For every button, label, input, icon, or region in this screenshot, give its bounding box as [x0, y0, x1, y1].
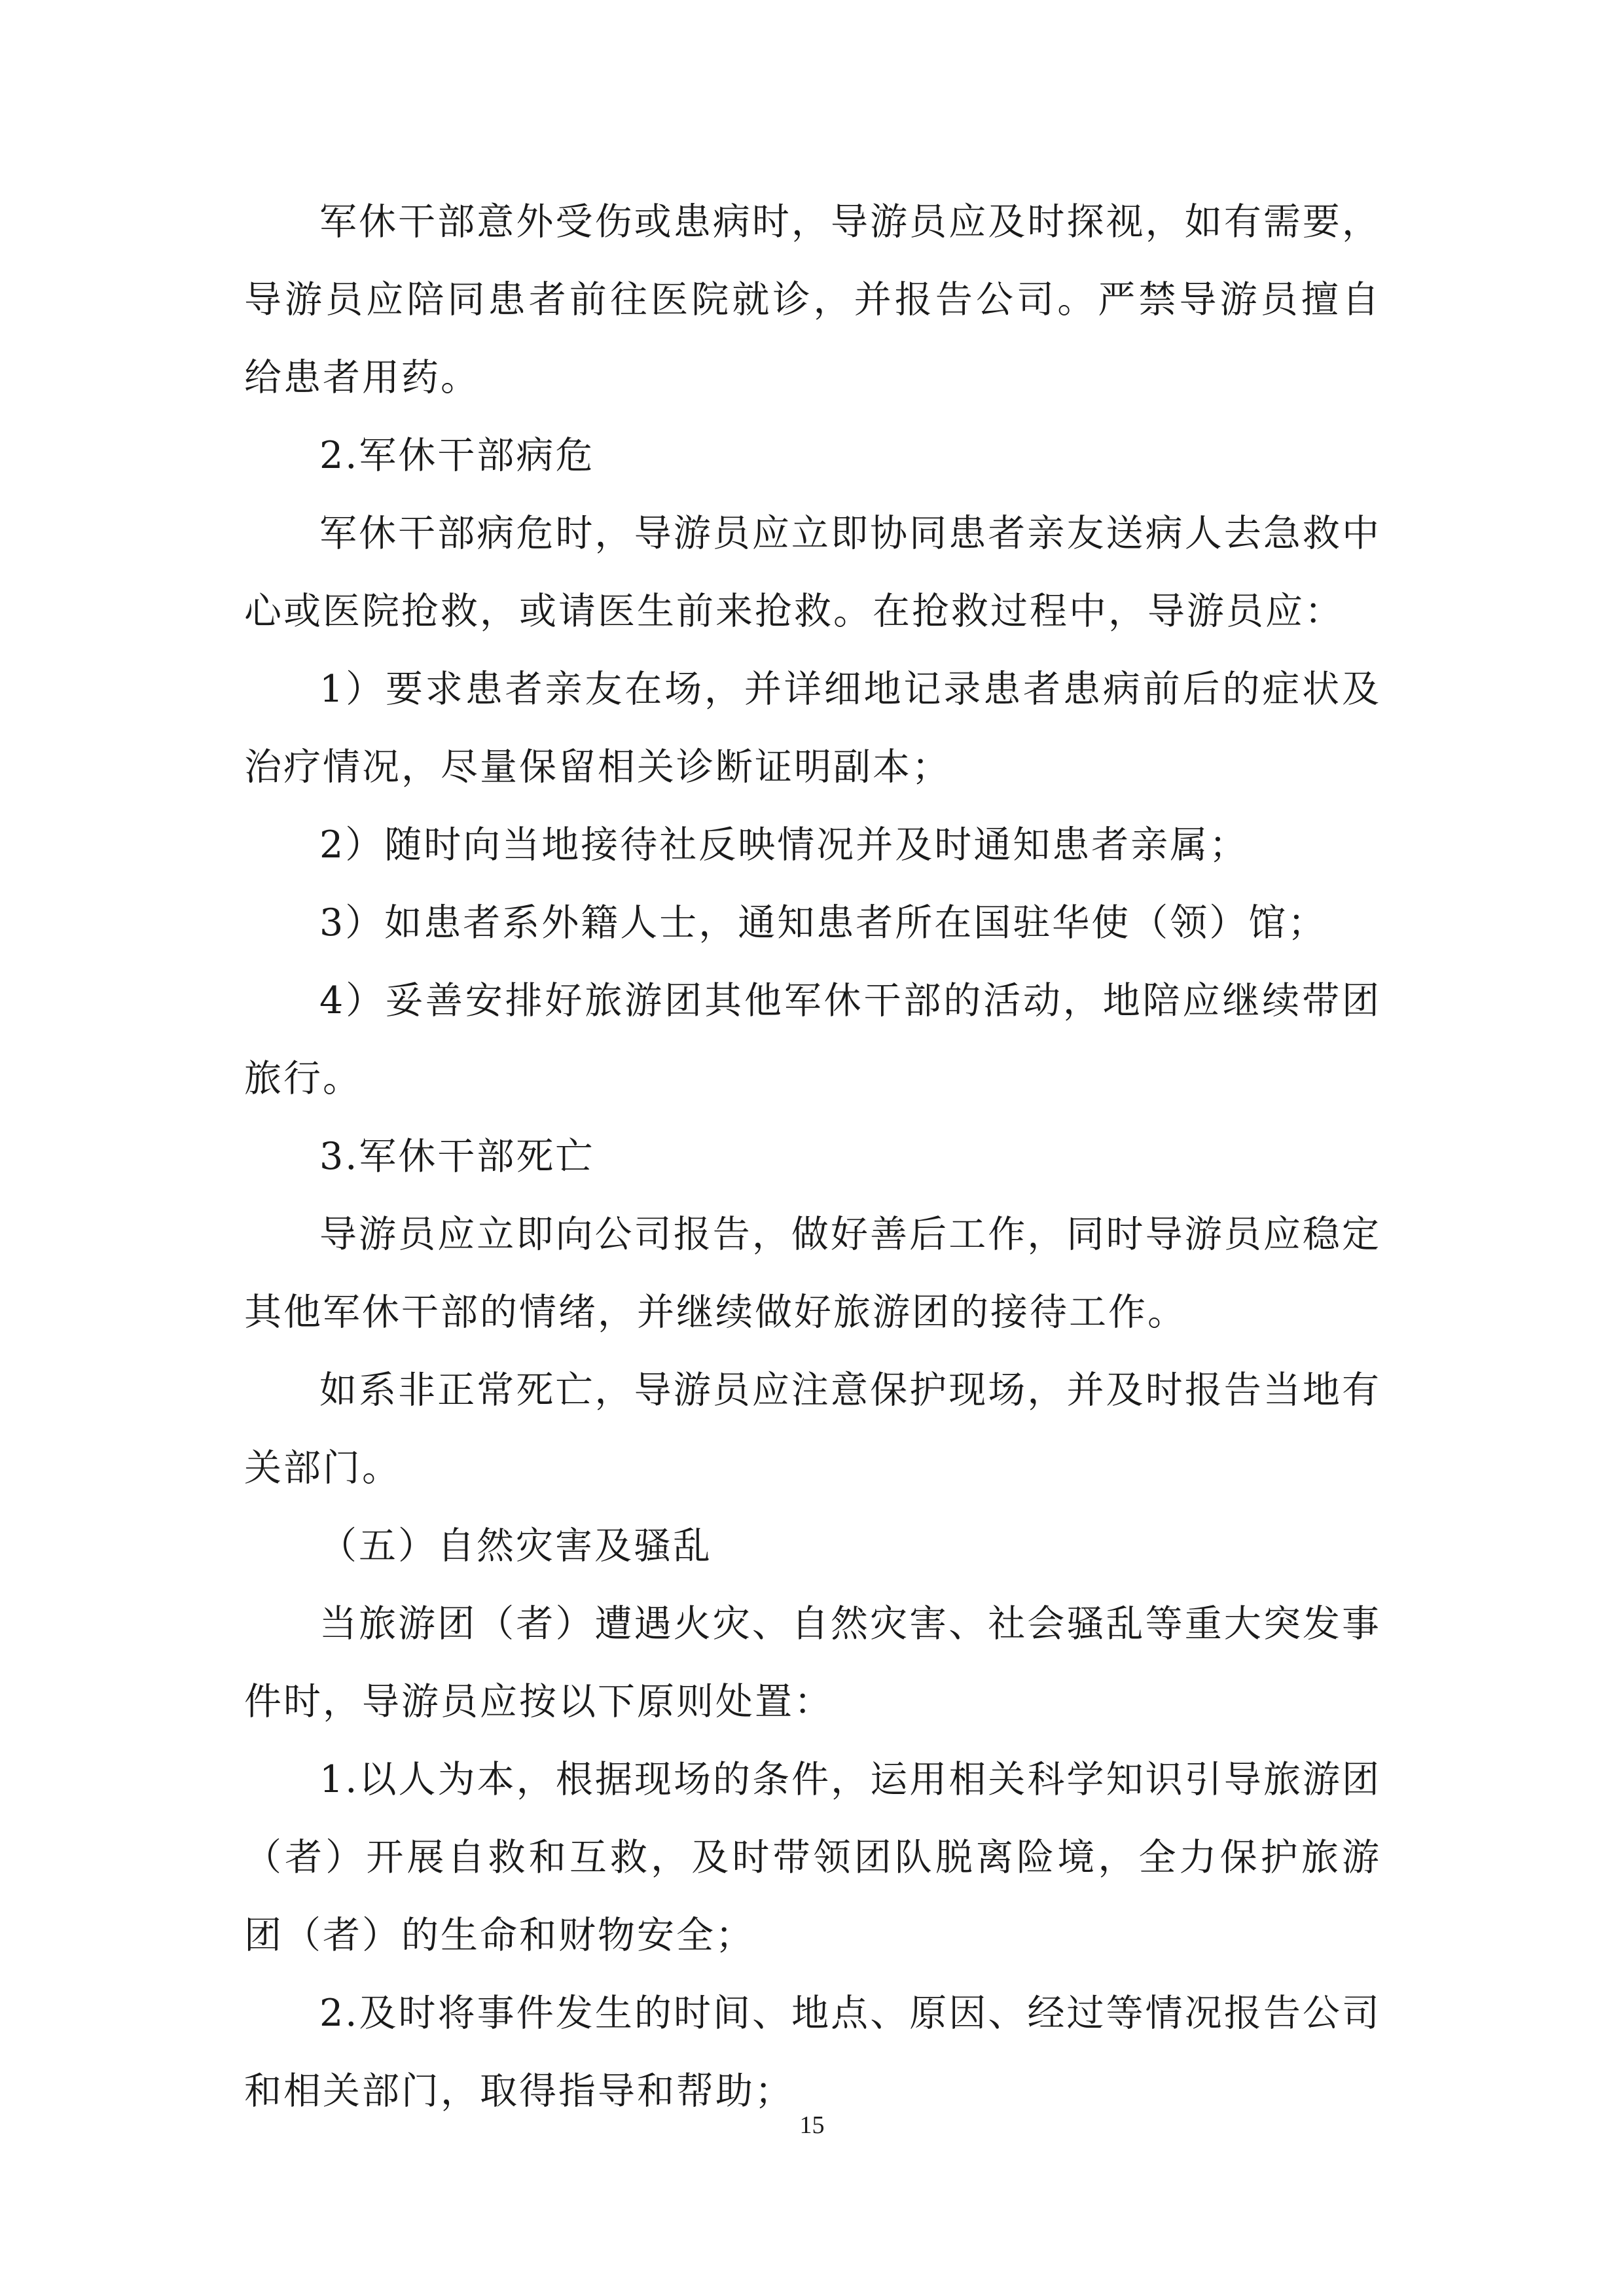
principle-item-1: 1.以人为本，根据现场的条件，运用相关科学知识引导旅游团（者）开展自救和互救，及时带领团队脱离险境，全力保护旅游团（者）的生命和财物安全； — [244, 1758, 1381, 1957]
page-number: 15 — [799, 2111, 825, 2139]
heading-death: 3.军休干部死亡 — [319, 1135, 595, 1178]
paragraph-illness-visit: 军休干部意外受伤或患病时，导游员应及时探视，如有需要，导游员应陪同患者前往医院就诊，并报告公司。严禁导游员擅自给患者用药。 — [244, 200, 1381, 399]
paragraph-critical-illness: 军休干部病危时，导游员应立即协同患者亲友送病人去急救中心或医院抢救，或请医生前来抢救。在抢救过程中，导游员应： — [244, 512, 1381, 633]
paragraph-death: 导游员应立即向公司报告，做好善后工作，同时导游员应稳定其他军休干部的情绪，并继续做好旅游团的接待工作。 — [244, 1213, 1381, 1334]
body-text — [244, 183, 1381, 2130]
heading-critical-illness: 2.军休干部病危 — [319, 434, 595, 477]
list-item-2: 2）随时向当地接待社反映情况并及时通知患者亲属； — [319, 823, 1249, 867]
section-heading-disaster: （五）自然灾害及骚乱 — [319, 1524, 712, 1568]
principle-item-2: 2.及时将事件发生的时间、地点、原因、经过等情况报告公司和相关部门，取得指导和帮助； — [244, 1992, 1381, 2113]
list-item-1: 1）要求患者亲友在场，并详细地记录患者患病前后的症状及治疗情况，尽量保留相关诊断证明副本； — [244, 668, 1381, 789]
paragraph-abnormal-death: 如系非正常死亡，导游员应注意保护现场，并及时报告当地有关部门。 — [244, 1369, 1381, 1490]
paragraph-disaster-intro: 当旅游团（者）遭遇火灾、自然灾害、社会骚乱等重大突发事件时，导游员应按以下原则处置： — [244, 1602, 1381, 1723]
list-item-3: 3）如患者系外籍人士，通知患者所在国驻华使（领）馆； — [319, 901, 1327, 944]
list-item-4: 4）妥善安排好旅游团其他军休干部的活动，地陪应继续带团旅行。 — [244, 979, 1381, 1100]
